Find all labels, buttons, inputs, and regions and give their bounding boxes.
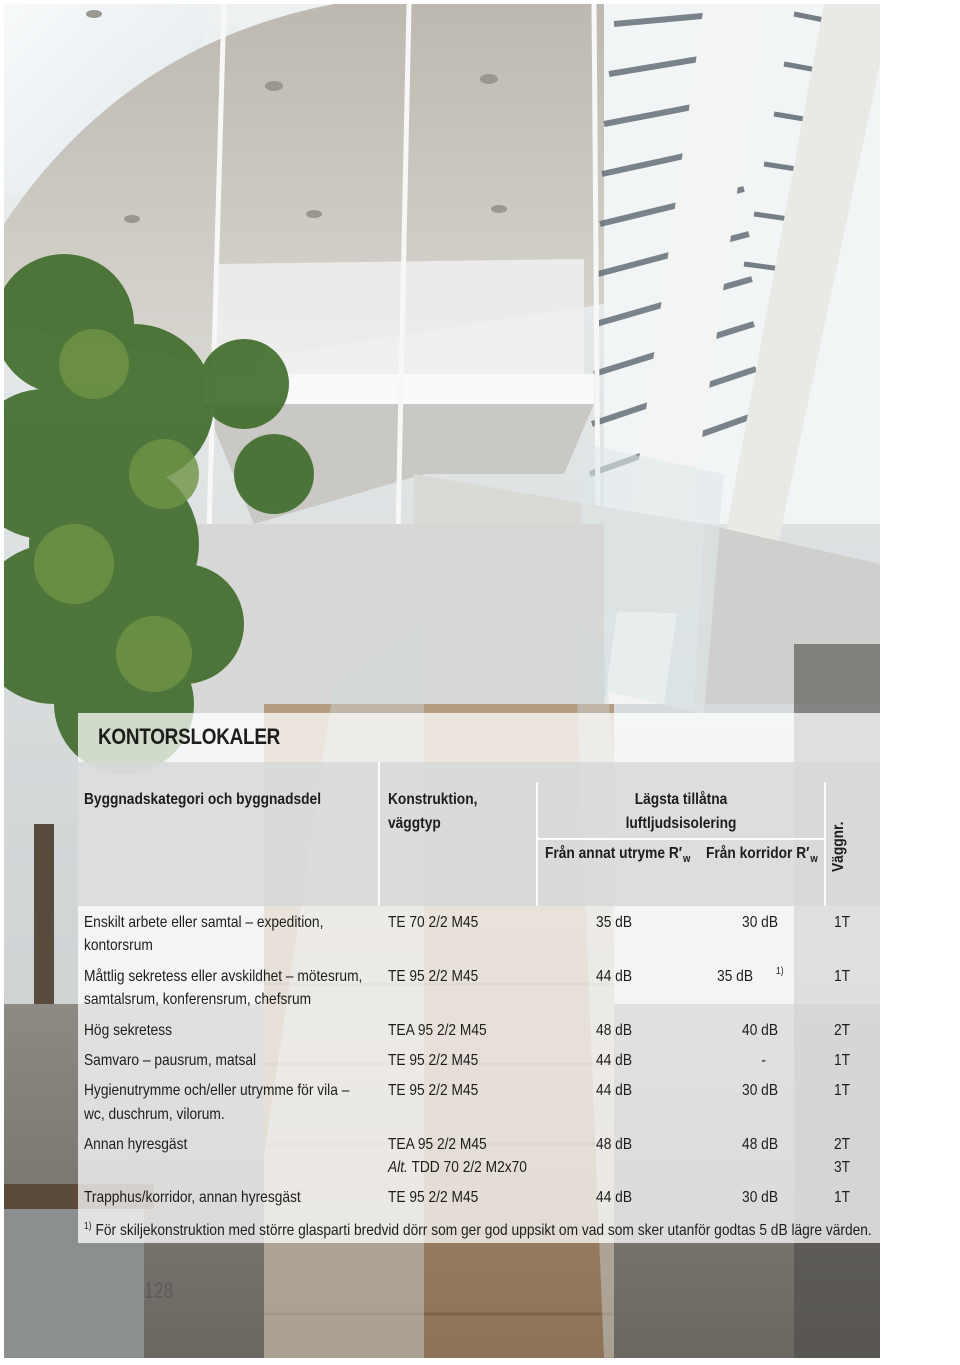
row-3-other-room: 48 dB: [596, 1022, 632, 1039]
row-2-construction: TE 95 2/2 M45: [388, 968, 479, 985]
row-2-category-line1: Måttlig sekretess eller avskildhet – mötesrum,: [84, 968, 363, 985]
header-wall-number: Väggnr.: [830, 821, 847, 872]
row-6-category: Annan hyresgäst: [84, 1136, 188, 1153]
header-other-room-label: Från annat utryme R′: [545, 845, 683, 862]
row-6-corridor: 48 dB: [742, 1136, 778, 1153]
row-2-footnote-ref: 1): [776, 966, 784, 977]
row-2-category-line2: samtalsrum, konferensrum, chefsrum: [84, 991, 312, 1008]
header-divider: [378, 762, 380, 906]
row-5-other-room: 44 dB: [596, 1082, 632, 1099]
header-divider: [538, 838, 824, 840]
row-5-category-line1: Hygienutrymme och/eller utrymme för vila –: [84, 1082, 350, 1099]
row-6-alt-label: Alt.: [388, 1159, 408, 1176]
row-2-other-room: 44 dB: [596, 968, 632, 985]
row-4-wall-no: 1T: [833, 1052, 850, 1069]
row-7-other-room: 44 dB: [596, 1189, 632, 1206]
header-corridor: [706, 843, 818, 870]
header-category: Byggnadskategori och byggnadsdel: [84, 791, 322, 808]
page-number: 128: [144, 1278, 174, 1303]
row-3-corridor: 40 dB: [742, 1022, 778, 1039]
row-6-construction-line2: [388, 1157, 527, 1179]
row-1-category-line2: kontorsrum: [84, 937, 153, 954]
row-6-construction-line1: TEA 95 2/2 M45: [388, 1136, 487, 1153]
row-4-other-room: 44 dB: [596, 1052, 632, 1069]
row-4-category: Samvaro – pausrum, matsal: [84, 1052, 257, 1069]
row-5-corridor: 30 dB: [742, 1082, 778, 1099]
row-7-corridor: 30 dB: [742, 1189, 778, 1206]
section-title: KONTORSLOKALER: [98, 724, 281, 749]
header-construction-line2: väggtyp: [388, 815, 441, 832]
header-requirement-line1: Lägsta tillåtna: [634, 791, 728, 808]
row-1-category-line1: Enskilt arbete eller samtal – expedition,: [84, 914, 324, 931]
row-3-category: Hög sekretess: [84, 1022, 172, 1039]
header-other-room: [545, 843, 690, 870]
row-2-corridor: 35 dB: [717, 968, 753, 985]
subscript-w: w: [810, 853, 818, 865]
row-2-wall-no: 1T: [833, 968, 850, 985]
row-6-wall-no-2: 3T: [833, 1159, 850, 1176]
row-3-wall-no: 2T: [833, 1022, 850, 1039]
row-5-construction: TE 95 2/2 M45: [388, 1082, 479, 1099]
footnote-text: För skiljekonstruktion med större glasparti bredvid dörr som ger god uppsikt om vad som sker utanför godtas 5 dB lägre värden.: [91, 1222, 872, 1239]
row-1-other-room: 35 dB: [596, 914, 632, 931]
footnote-mark: 1): [84, 1221, 92, 1232]
header-divider: [536, 782, 538, 906]
header-requirement-line2: luftljudsisolering: [625, 815, 737, 832]
row-6-alt-construction: TDD 70 2/2 M2x70: [407, 1159, 527, 1176]
row-1-wall-no: 1T: [833, 914, 850, 931]
header-construction-line1: Konstruktion,: [388, 791, 478, 808]
row-3-construction: TEA 95 2/2 M45: [388, 1022, 487, 1039]
subscript-w: w: [682, 853, 691, 865]
row-5-category-line2: wc, duschrum, vilorum.: [84, 1106, 225, 1123]
row-4-corridor: -: [761, 1052, 766, 1069]
row-6-wall-no-1: 2T: [833, 1136, 850, 1153]
row-7-category: Trapphus/korridor, annan hyresgäst: [84, 1189, 301, 1206]
row-7-wall-no: 1T: [833, 1189, 850, 1206]
row-4-construction: TE 95 2/2 M45: [388, 1052, 479, 1069]
header-divider: [824, 782, 826, 906]
header-corridor-label: Från korridor R′: [706, 845, 810, 862]
row-5-wall-no: 1T: [833, 1082, 850, 1099]
row-1-corridor: 30 dB: [742, 914, 778, 931]
footnote: [84, 1216, 872, 1242]
row-7-construction: TE 95 2/2 M45: [388, 1189, 479, 1206]
row-6-other-room: 48 dB: [596, 1136, 632, 1153]
row-1-construction: TE 70 2/2 M45: [388, 914, 479, 931]
